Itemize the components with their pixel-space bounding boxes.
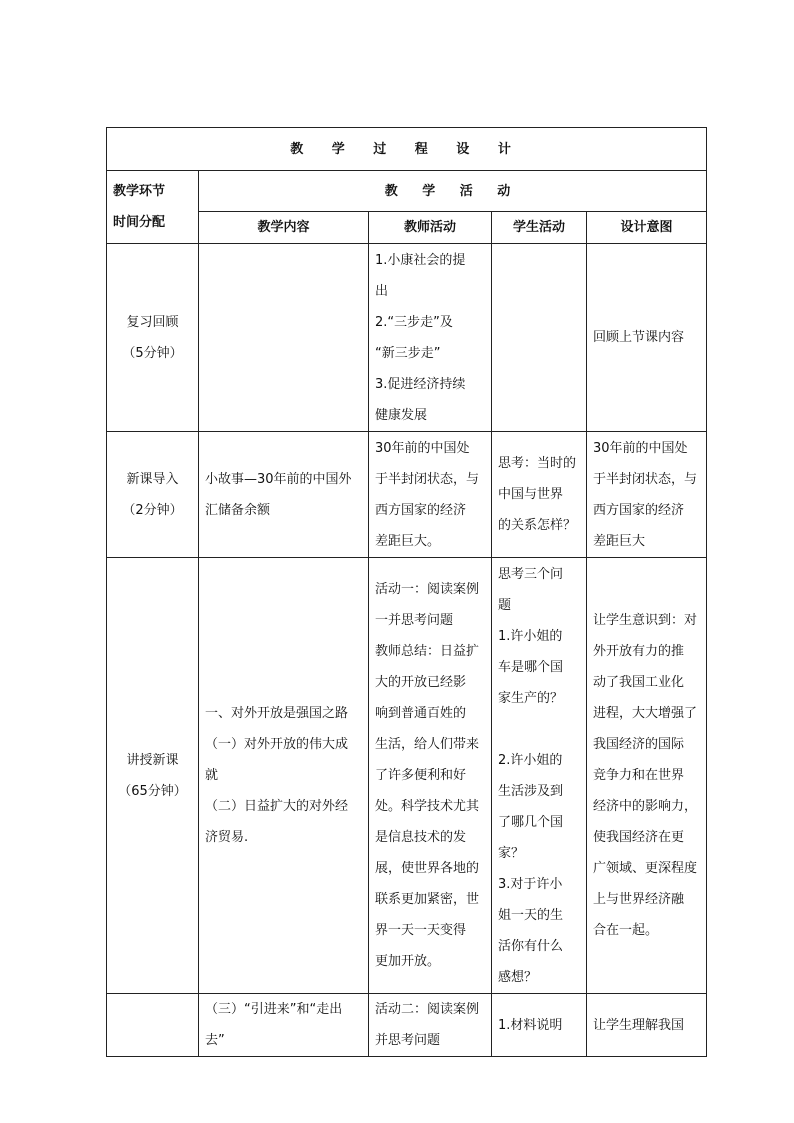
stage-line: （65分钟） xyxy=(118,783,187,799)
table-row xyxy=(107,244,707,432)
text-line: 上与世界经济融 xyxy=(593,892,685,907)
text-line: 就 xyxy=(205,768,219,783)
text-line: 3.促进经济持续 xyxy=(375,376,466,392)
text-line: 中国与世界 xyxy=(498,487,564,502)
text-line: 1.小康社会的提 xyxy=(375,252,466,268)
text-line: 外开放有力的推 xyxy=(593,644,685,659)
text-line: 西方国家的经济 xyxy=(593,502,685,518)
text-line: 30年前的中国处 xyxy=(375,440,470,456)
text-line: 界一天一天变得 xyxy=(375,923,467,938)
intent-cell xyxy=(587,994,707,1057)
text-line: 感想？ xyxy=(498,969,538,985)
content-cell xyxy=(199,244,369,432)
column-header-intent: 设计意图 xyxy=(587,212,707,244)
text-line: 回顾上节课内容 xyxy=(593,330,685,345)
text-line: 1.材料说明 xyxy=(498,1017,563,1033)
text-line: 西方国家的经济 xyxy=(375,502,467,518)
text-line: 差距巨大。 xyxy=(375,533,441,549)
stage-cell xyxy=(107,558,199,994)
text-line: 出 xyxy=(375,283,389,299)
text-line: 响到普通百姓的 xyxy=(375,706,467,721)
column-header-content: 教学内容 xyxy=(199,212,369,244)
text-line: 活你有什么 xyxy=(498,938,564,954)
text-line: 思考：当时的 xyxy=(498,456,577,471)
content-cell xyxy=(199,994,369,1057)
text-line: 小故事—30年前的中国外 xyxy=(205,471,352,487)
text-line: 家生产的？ xyxy=(498,690,564,706)
student-cell xyxy=(492,244,587,432)
text-line: 汇储备余额 xyxy=(205,502,271,518)
text-line: 合在一起。 xyxy=(593,923,659,938)
text-line: 处。科学技术尤其 xyxy=(375,799,480,814)
text-line: 让学生理解我国 xyxy=(593,1017,685,1033)
stage-cell xyxy=(107,994,199,1057)
text-line: （二）日益扩大的对外经 xyxy=(205,799,349,814)
student-cell xyxy=(492,558,587,994)
text-line: 1.许小姐的 xyxy=(498,628,563,644)
text-line: 姐一天的生 xyxy=(498,907,564,923)
stage-line: （5分钟） xyxy=(122,345,183,361)
stage-header-cell xyxy=(107,171,199,244)
lesson-design-table xyxy=(106,127,707,1057)
student-cell xyxy=(492,994,587,1057)
stage-line: 复习回顾 xyxy=(126,314,179,330)
text-line xyxy=(498,714,580,745)
text-line: 去” xyxy=(205,1033,225,1048)
text-line: 活动二：阅读案例 xyxy=(375,1002,480,1017)
text-line: 了哪几个国 xyxy=(498,814,564,830)
text-line: 让学生意识到：对 xyxy=(593,613,698,628)
teacher-cell xyxy=(369,558,492,994)
student-cell xyxy=(492,432,587,558)
text-line: 一、对外开放是强国之路 xyxy=(205,706,349,721)
text-line: 思考三个问 xyxy=(498,566,564,582)
text-line: 大的开放已经影 xyxy=(375,675,467,690)
text-line: 2.“三步走”及 xyxy=(375,314,453,330)
text-line: 一并思考问题 xyxy=(375,613,454,628)
text-line: 动了我国工业化 xyxy=(593,675,685,690)
text-line: 于半封闭状态，与 xyxy=(375,471,480,487)
stage-line: 讲授新课 xyxy=(126,752,179,768)
text-line: 健康发展 xyxy=(375,407,428,423)
column-header-student: 学生活动 xyxy=(492,212,587,244)
text-line: 更加开放。 xyxy=(375,954,441,969)
text-line: 使我国经济在更 xyxy=(593,830,685,845)
intent-cell xyxy=(587,432,707,558)
text-line: 我国经济的国际 xyxy=(593,737,685,752)
text-line: （一）对外开放的伟大成 xyxy=(205,737,349,752)
stage-line: 新课导入 xyxy=(126,471,179,487)
column-header-teacher: 教师活动 xyxy=(369,212,492,244)
text-line: “新三步走” xyxy=(375,345,441,361)
text-line: 展，使世界各地的 xyxy=(375,861,480,876)
intent-cell xyxy=(587,244,707,432)
table-title: 教 学 过 程 设 计 xyxy=(107,128,707,171)
text-line: 并思考问题 xyxy=(375,1033,441,1048)
text-line: 家？ xyxy=(498,845,525,861)
stage-cell xyxy=(107,432,199,558)
table-row xyxy=(107,432,707,558)
text-line: 30年前的中国处 xyxy=(593,440,688,456)
text-line: 了许多便利和好 xyxy=(375,768,467,783)
activity-header: 教 学 活 动 xyxy=(199,171,707,212)
stage-cell xyxy=(107,244,199,432)
text-line: 的关系怎样？ xyxy=(498,518,577,533)
text-line: 经济中的影响力， xyxy=(593,799,698,814)
text-line: 济贸易. xyxy=(205,830,249,845)
text-line: 是信息技术的发 xyxy=(375,830,467,845)
text-line: 竞争力和在世界 xyxy=(593,768,685,783)
content-cell xyxy=(199,432,369,558)
text-line: 于半封闭状态，与 xyxy=(593,471,698,487)
table-row xyxy=(107,994,707,1057)
text-line: 教师总结：日益扩 xyxy=(375,644,480,659)
text-line: 3.对于许小 xyxy=(498,876,563,892)
text-line: 联系更加紧密，世 xyxy=(375,892,480,907)
text-line: 差距巨大 xyxy=(593,533,646,549)
table-row xyxy=(107,558,707,994)
stage-header-line: 教学环节 xyxy=(113,184,166,199)
text-line: 题 xyxy=(498,597,512,613)
text-line: 进程，大大增强了 xyxy=(593,706,698,721)
text-line: （三）“引进来”和“走出 xyxy=(205,1002,343,1017)
text-line: 2.许小姐的 xyxy=(498,752,563,768)
text-line: 生活涉及到 xyxy=(498,783,564,799)
text-line: 生活，给人们带来 xyxy=(375,737,480,752)
stage-line: （2分钟） xyxy=(122,502,183,518)
intent-cell xyxy=(587,558,707,994)
teacher-cell xyxy=(369,244,492,432)
stage-header-line: 时间分配 xyxy=(113,215,166,230)
teacher-cell xyxy=(369,994,492,1057)
text-line: 活动一：阅读案例 xyxy=(375,582,480,597)
teacher-cell xyxy=(369,432,492,558)
text-line: 车是哪个国 xyxy=(498,659,564,675)
text-line: 广领域、更深程度 xyxy=(593,861,698,876)
content-cell xyxy=(199,558,369,994)
